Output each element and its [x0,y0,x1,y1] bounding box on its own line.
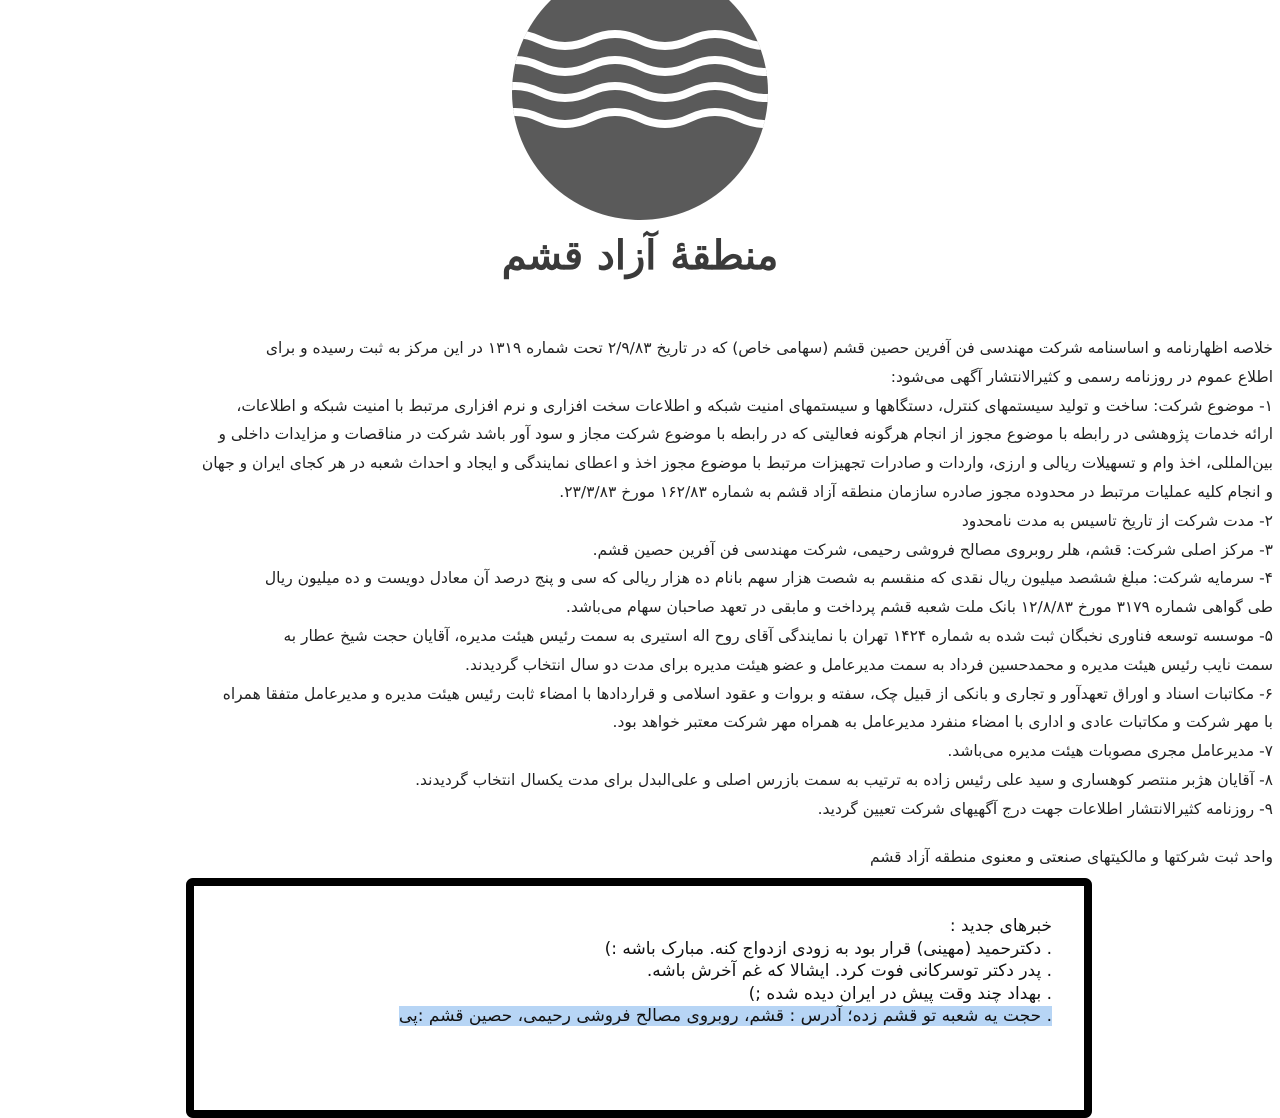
notice-line: اطلاع عموم در روزنامه رسمی و کثیرالانتشار آگهی می‌شود: [890,367,1273,386]
notice-line: با مهر شرکت و مکاتبات عادی و اداری با امضاء منفرد مدیرعامل به همراه مهر شرکت معتبر خواهد بود. [612,713,1273,732]
news-item: . دکترحمید (مهینی) قرار بود به زودی ازدواج کنه. مبارک باشه :) [604,938,1052,959]
news-list [399,915,1052,1028]
notice-line: ۵- موسسه توسعه فناوری نخبگان ثبت شده به شماره ۱۴۲۴ تهران با نمایندگی آقای روح اله استیری به سمت رئیس هیئت مدیره، آقایان حجت شیخ عطار به [283,626,1273,645]
notice-line: ۳- مرکز اصلی شرکت: قشم، هلر روبروی مصالح فروشی رحیمی، شرکت مهندسی فن آفرین حصین قشم. [592,540,1273,559]
notice-line: خلاصه اظهارنامه و اساسنامه شرکت مهندسی فن آفرین حصین قشم (سهامی خاص) که در تاریخ ۲/۹/۸۳ تحت شماره ۱۳۱۹ در این مرکز به ثبت رسیده و برای [265,339,1273,357]
notice-line: بین‌المللی، اخذ وام و تسهیلات ریالی و ارزی، واردات و صادرات تجهیزات مرتبط با موضوع مجوز اخذ و اعطای نمایندگی و ایجاد و احداث شعبه در هر کجای ایران و جهان [201,454,1273,473]
notice-line: و انجام کلیه عملیات مرتبط در محدوده مجوز صادره سازمان منطقه آزاد قشم به شماره ۱۶۲/۸۳ مورخ ۲۳/۳/۸۳. [559,482,1273,501]
notice-line: ۷- مدیرعامل مجری مصوبات هیئت مدیره می‌باشد. [947,742,1273,761]
news-item: . پدر دکتر توسرکانی فوت کرد. ایشالا که غم آخرش باشه. [646,961,1052,981]
registry-unit-signature: واحد ثبت شرکتها و مالکیتهای صنعتی و معنوی منطقه آزاد قشم [870,848,1273,866]
notice-line: ۶- مکاتبات اسناد و اوراق تعهدآور و تجاری و بانکی از قبیل چک، سفته و بروات و عقود اسلامی و قراردادها با امضاء ثابت رئیس هیئت مدیره و مدیرعامل متفقا همراه [222,684,1273,703]
news-heading: خبرهای جدید : [949,916,1052,936]
news-item-highlighted [399,1005,1052,1028]
notice-line: ۴- سرمایه شرکت: مبلغ ششصد میلیون ریال نقدی که منقسم به شصت هزار سهم بانام ده هزار ریالی که سی و پنج درصد آن معادل دویست و ده میلیون ریال [264,569,1273,588]
notice-line: ارائه خدمات پژوهشی در رابطه با موضوع مجوز از انجام هرگونه فعالیتی که در رابطه با موضوع شرکت مجاز و سود آور باشد شرکت در مناقصات و مزایدات داخلی و [218,425,1273,444]
logo-wordmark: منطقهٔ آزاد قشم [501,232,779,279]
notice-line: طی گواهی شماره ۳۱۷۹ مورخ ۱۲/۸/۸۳ بانک ملت شعبه قشم پرداخت و مابقی در تعهد صاحبان سهام می‌باشد. [565,598,1273,617]
notice-line: ۹- روزنامه کثیرالانتشار اطلاعات جهت درج آگهیهای شرکت تعیین گردید. [817,799,1273,818]
notice-line: ۱- موضوع شرکت: ساخت و تولید سیستمهای کنترل، دستگاهها و سیستمهای امنیت شبکه و اطلاعات سخت افزاری و نرم افزاری مرتبط با امنیت شبکه و اطلاعات، [236,396,1273,415]
registration-notice [0,334,1273,824]
news-item: . بهداد چند وقت پیش در ایران دیده شده ;) [748,983,1052,1004]
notice-line: ۲- مدت شرکت از تاریخ تاسیس به مدت نامحدود [961,511,1273,530]
notice-line: سمت نایب رئیس هیئت مدیره و محمدحسین فرداد به سمت مدیرعامل و عضو هیئت مدیره برای مدت دو سال انتخاب گردیدند. [465,655,1273,674]
notice-line: ۸- آقایان هژبر منتصر کوهساری و سید علی رئیس زاده به ترتیب به سمت بازرس اصلی و علی‌البدل برای مدت یکسال انتخاب گردیدند. [415,770,1273,789]
selected-text[interactable]: . حجت یه شعبه تو قشم زده؛ آدرس : قشم، روبروی مصالح فروشی رحیمی، حصین قشم :پی [398,1006,1052,1026]
